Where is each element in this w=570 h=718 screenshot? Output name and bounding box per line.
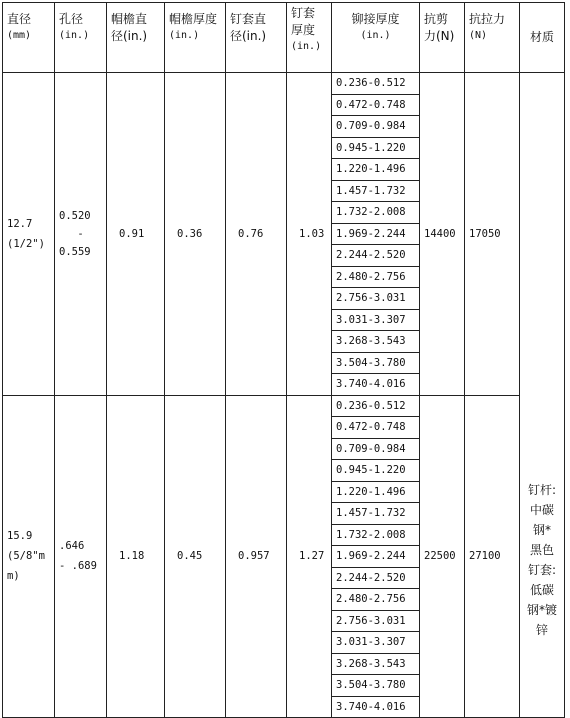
grip-range-cell: 1.969-2.244 (332, 546, 420, 568)
collar-thickness-cell: 1.27 (287, 395, 332, 718)
header-grip: 铆接厚度 (in.) (332, 3, 420, 73)
header-cap-diameter: 帽檐直 径(in.) (107, 3, 165, 73)
collar-thickness-cell: 1.03 (287, 73, 332, 396)
diameter-cell (3, 395, 55, 718)
grip-range-cell: 0.709-0.984 (332, 438, 420, 460)
header-cap-thickness: 帽檐厚度 (in.) (165, 3, 226, 73)
collar-diameter-cell: 0.957 (226, 395, 287, 718)
grip-range-cell: 1.220-1.496 (332, 159, 420, 181)
diameter-fraction: (1/2") (7, 237, 45, 250)
spec-table (2, 2, 565, 718)
grip-range-cell: 0.945-1.220 (332, 137, 420, 159)
hole-min: .646 (59, 540, 85, 553)
header-collar-diameter: 钉套直 径(in.) (226, 3, 287, 73)
grip-range-cell: 0.709-0.984 (332, 116, 420, 138)
table-row (3, 73, 565, 95)
grip-range-cell: 0.945-1.220 (332, 460, 420, 482)
grip-range-cell: 2.756-3.031 (332, 610, 420, 632)
table-row (3, 395, 565, 417)
hole-cell (55, 73, 107, 396)
grip-range-cell: 2.480-2.756 (332, 589, 420, 611)
grip-range-cell: 2.244-2.520 (332, 567, 420, 589)
grip-range-cell: 1.220-1.496 (332, 481, 420, 503)
collar-diameter-cell: 0.76 (226, 73, 287, 396)
grip-range-cell: 3.268-3.543 (332, 653, 420, 675)
header-tensile: 抗拉力 (N) (465, 3, 520, 73)
cap-thickness-cell: 0.36 (165, 73, 226, 396)
grip-range-cell: 2.480-2.756 (332, 266, 420, 288)
grip-range-cell: 1.732-2.008 (332, 202, 420, 224)
material-line: 锌 (535, 623, 548, 637)
material-line: 低碳 (529, 583, 554, 597)
shear-cell: 14400 (420, 73, 465, 396)
grip-range-cell: 2.244-2.520 (332, 245, 420, 267)
grip-range-cell: 3.268-3.543 (332, 331, 420, 353)
material-line: 钉套: (527, 563, 557, 577)
diameter-value: 15.9 (7, 530, 33, 543)
cap-diameter-cell: 0.91 (107, 73, 165, 396)
grip-range-cell: 3.504-3.780 (332, 352, 420, 374)
grip-range-cell: 1.457-1.732 (332, 180, 420, 202)
header-material: 材质 (520, 3, 565, 73)
grip-range-cell: 1.732-2.008 (332, 524, 420, 546)
material-line: 黑色 (529, 543, 554, 557)
diameter-fraction-cont: m) (7, 570, 20, 583)
header-row (3, 3, 565, 73)
hole-max: 0.559 (59, 245, 91, 258)
grip-range-cell: 3.031-3.307 (332, 309, 420, 331)
shear-cell: 22500 (420, 395, 465, 718)
grip-range-cell: 2.756-3.031 (332, 288, 420, 310)
cap-thickness-cell: 0.45 (165, 395, 226, 718)
grip-range-cell: 3.504-3.780 (332, 675, 420, 697)
diameter-value: 12.7 (7, 217, 33, 230)
tensile-cell: 17050 (465, 73, 520, 396)
material-cell (520, 73, 565, 718)
material-line: 钢*镀 (526, 603, 557, 617)
grip-range-cell: 0.236-0.512 (332, 395, 420, 417)
tensile-cell: 27100 (465, 395, 520, 718)
hole-dash: - (77, 227, 84, 240)
material-line: 钉杆: (527, 483, 557, 497)
grip-range-cell: 1.969-2.244 (332, 223, 420, 245)
header-shear: 抗剪 力(N) (420, 3, 465, 73)
grip-range-cell: 3.031-3.307 (332, 632, 420, 654)
header-hole: 孔径 (in.) (55, 3, 107, 73)
header-diameter: 直径 (mm) (3, 3, 55, 73)
hole-min: 0.520 (59, 209, 91, 222)
grip-range-cell: 3.740-4.016 (332, 374, 420, 396)
grip-range-cell: 3.740-4.016 (332, 696, 420, 718)
grip-range-cell: 0.472-0.748 (332, 94, 420, 116)
material-line: 钢* (532, 523, 551, 537)
grip-range-cell: 0.472-0.748 (332, 417, 420, 439)
diameter-cell (3, 73, 55, 396)
table-body (3, 73, 565, 718)
hole-cell (55, 395, 107, 718)
grip-range-cell: 0.236-0.512 (332, 73, 420, 95)
material-line: 中碳 (529, 503, 554, 517)
hole-max: - .689 (59, 560, 97, 573)
grip-range-cell: 1.457-1.732 (332, 503, 420, 525)
cap-diameter-cell: 1.18 (107, 395, 165, 718)
header-collar-thickness: 钉套 厚度 (in.) (287, 3, 332, 73)
diameter-fraction: (5/8"m (7, 550, 45, 563)
material-text (524, 150, 560, 640)
